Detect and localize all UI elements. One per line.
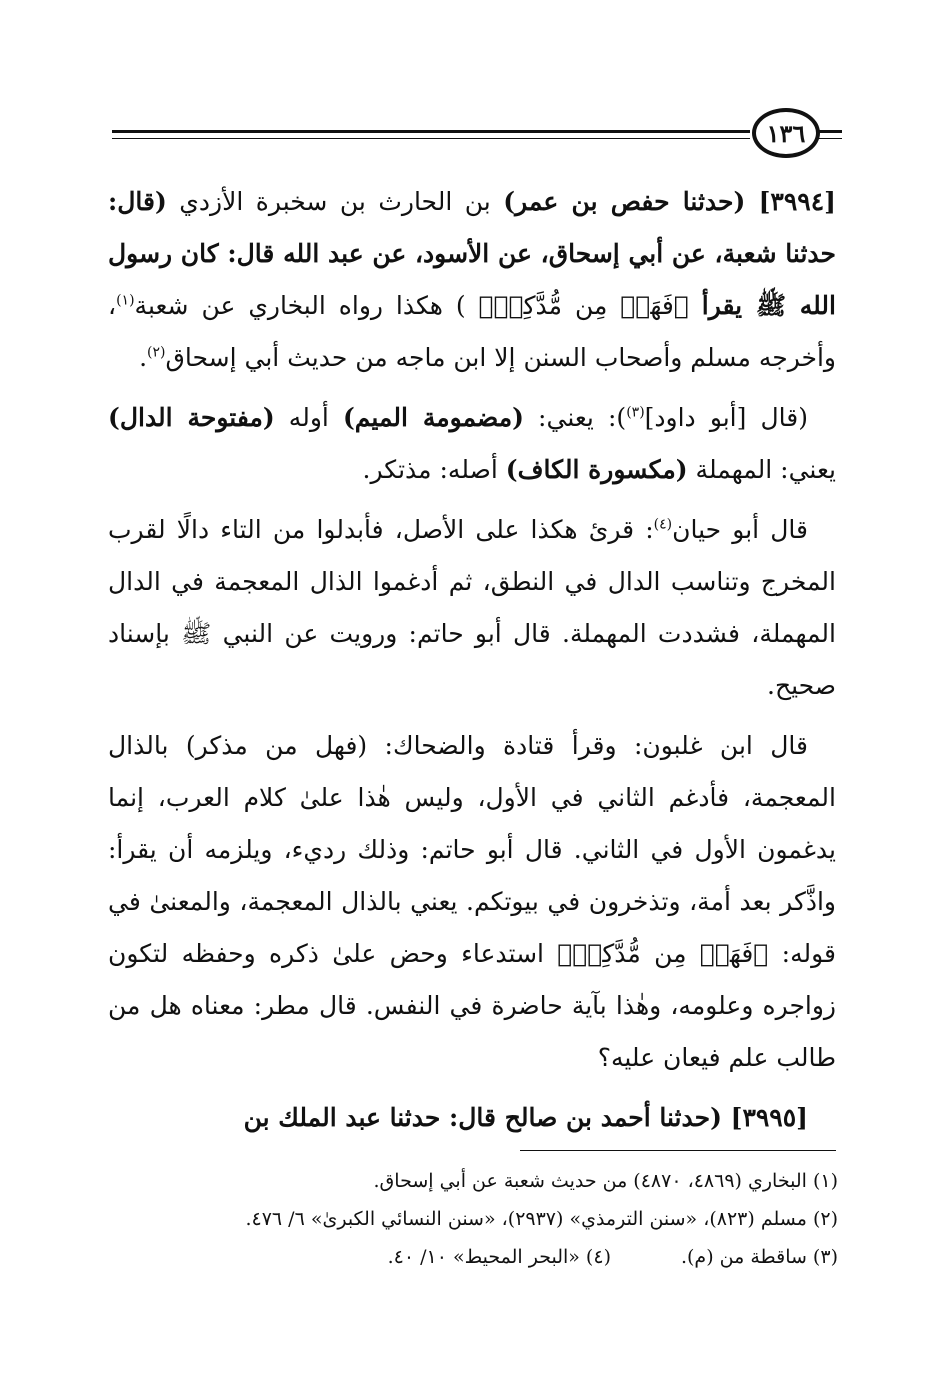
text-segment: ، وأخرجه مسلم وأصحاب السنن إلا ابن ماجه من حديث أبي إسحاق: [108, 291, 836, 372]
bold-text-segment: [٣٩٩٥] (حدثنا أحمد بن صالح قال: حدثنا عبد الملك بن: [243, 1103, 808, 1132]
text-segment: .: [139, 343, 148, 372]
text-segment: بن الحارث بن سخبرة الأزدي: [166, 187, 504, 216]
footnote-1: (١) البخاري (٤٨٦٩، ٤٨٧٠) من حديث شعبة عن أبي إسحاق.: [373, 1170, 838, 1192]
footnote-separator: [520, 1150, 836, 1151]
paragraph-hadith-3995: [108, 1092, 836, 1144]
footnote-ref: (٢): [147, 344, 166, 361]
header-rule-thin: [112, 138, 750, 139]
footnote-2: (٢) مسلم (٨٢٣)، «سنن الترمذي» (٢٩٣٧)، «سنن النسائي الكبرىٰ» ٦/ ٤٧٦.: [245, 1208, 838, 1230]
paragraph-abu-dawud-note: [108, 392, 836, 496]
footnote-3-4: [108, 1238, 838, 1276]
text-segment: يعني: المهملة: [687, 455, 836, 484]
footnote-ref: (١): [116, 292, 135, 309]
bold-text-segment: [٣٩٩٤] (حدثنا حفص بن عمر): [503, 187, 836, 216]
main-text: [108, 176, 836, 1152]
text-segment: قال أبو حيان: [672, 515, 808, 544]
page-number: ١٣٦: [752, 108, 820, 158]
header-rule: [112, 130, 750, 133]
text-segment: (قال [أبو داود]: [644, 403, 808, 432]
footnotes: [108, 1162, 838, 1276]
page-header: [112, 108, 842, 168]
footnote-ref: (٣): [626, 404, 645, 421]
text-segment: ) هكذا رواه البخاري عن شعبة: [134, 291, 466, 320]
paragraph-hadith-3994: [108, 176, 836, 384]
text-segment: ): يعني:: [523, 403, 627, 432]
bold-text-segment: (مكسورة الكاف): [505, 455, 688, 484]
text-segment: قال ابن غلبون: وقرأ قتادة والضحاك: (فهل من مذكر) بالذال المعجمة، فأدغم الثاني في الأول، وليس هٰذا علىٰ كلام العرب، إنما يدغمون الأول في الثاني. قال أبو حاتم: وذلك رديء، ويلزمه أن يقرأ: واذَّكر بعد أمة، وتذخرون في بيوتكم. يعني بالذال المعجمة، والمعنىٰ في قوله: ﴿فَهَلۡ مِن مُّدَّكِرٖ﴾ استدعاء وحض علىٰ ذكره وحفظه لتكون زواجره وعلومه، وهٰذا بآية حاضرة في النفس. قال مطر: معناه هل من طالب علم فيعان عليه؟: [108, 731, 836, 1072]
footnote-4: (٤) «البحر المحيط» ١٠/ ٤٠.: [387, 1246, 611, 1268]
text-segment: أصله: مذتكر.: [362, 455, 506, 484]
footnote-3: (٣) ساقطة من (م).: [680, 1246, 838, 1268]
text-segment: أوله: [274, 403, 343, 432]
paragraph-ibn-ghalbun: [108, 720, 836, 1084]
text-segment: : قرئ هكذا على الأصل، فأبدلوا من التاء دالًا لقرب المخرج وتناسب الدال في النطق، ثم أدغموا الذال المعجمة في الدال المهملة، فشددت المهملة. قال أبو حاتم: ورويت عن النبي ﷺ بإسناد صحيح.: [108, 515, 836, 700]
bold-text-segment: (قال: حدثنا شعبة، عن أبي إسحاق، عن الأسود، عن عبد الله قال: كان رسول الله ﷺ يقرأ: [108, 187, 836, 320]
bold-text-segment: (مفتوحة الدال): [108, 403, 275, 432]
bold-text-segment: (مضمومة الميم): [342, 403, 524, 432]
paragraph-abu-hayyan: [108, 504, 836, 712]
footnote-ref: (٤): [653, 516, 673, 533]
text-segment: ﴿فَهَلۡ مِن مُّدَّكِرٖ﴾: [465, 291, 702, 320]
